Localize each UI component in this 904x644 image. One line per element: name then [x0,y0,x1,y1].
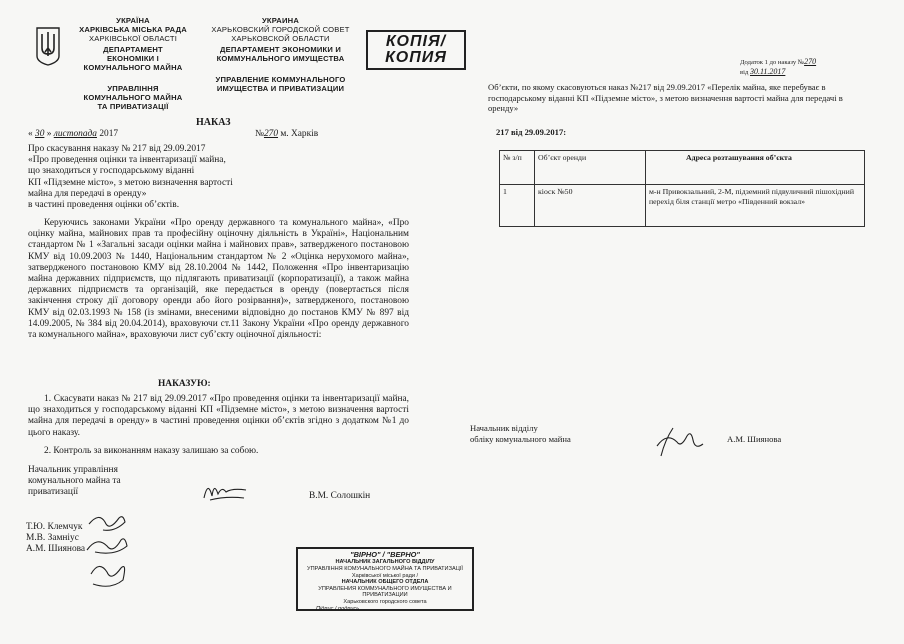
copy-stamp-l2: КОПИЯ [385,49,447,66]
annex-cell-address: м-н Привокзальний, 2-М, підземний підвуличний пішохідний перехід біля станції метро «Південний вокзал» [646,185,865,227]
order-title: НАКАЗ [196,117,231,128]
annex-signer-name: А.М. Шиянова [727,434,782,444]
order-preamble: Керуючись законами України «Про оренду державного та комунального майна», «Про оцінку майна, майнових прав та професійну оціночну діяльність в Україні», Національним стандартом № 1 «Загальні засади оцінки майна і майнових прав», затвердженого постановою КМУ від 10.09.2003 № 1440, Національним стандартом № 2 «Оцінка нерухомого майна», затвердженого постановою КМУ від 28.10.2004 № 1442, Положення «Про інвентаризацію майна державних підприємств, що підлягають приватизації (корпоратизації), а також майна державних підприємств та організацій, яке передається в оренду (повертається після закінчення строку дії договору оренди або його розірвання)», затвердженого, постановою КМУ від 02.03.1993 № 158 (із змінами, внесеними відповідно до постанов КМУ № 897 від 14.09.2005, № 384 від 20.04.2014), враховуючи ст.11 Закону України «Про оренду державного та комунального майна», враховуючи лист суб’єкту оціночної діяльності: [28,218,409,341]
signer-position-l1: Начальник управління [28,465,118,475]
trident-emblem-icon [35,26,61,66]
annex-subtitle: 217 від 29.09.2017: [496,127,567,137]
header-ru-region: ХАРЬКОВСКОЙ ОБЛАСТИ [231,34,330,43]
header-ru-council: ХАРЬКОВСКИЙ ГОРОДСКОЙ СОВЕТ [211,25,350,34]
certified-stamp [296,547,474,611]
order-signer-position [28,465,121,499]
annex-cell-number: 1 [500,185,535,227]
header-ua-mgmt-l1: УПРАВЛІННЯ [107,84,159,93]
annex-label-text: Додаток 1 до наказу № [740,59,805,66]
annex-date-prefix: від [740,68,749,76]
annex-signer-position-l1: Начальник відділу [470,423,538,433]
subject-line: Про скасування наказу № 217 від 29.09.2017 [28,144,206,154]
order-date-day: 30 [35,129,45,139]
order-date-month: листопада [53,129,97,139]
table-row [500,185,865,227]
certified-stamp-l1: НАЧАЛЬНИК ЗАГАЛЬНОГО ВІДДІЛУ [335,559,435,566]
certified-stamp-sign-label: Підпис / подпись [316,605,360,612]
copy-stamp-l1: КОПІЯ/ [385,33,447,50]
order-city: м. Харків [280,129,319,139]
certified-stamp-l5: УПРАВЛЕНИЯ КОММУНАЛЬНОГО ИМУЩЕСТВА И ПРИВАТИЗАЦИИ [318,585,452,599]
annex-cell-object: кіоск №50 [535,185,646,227]
header-ru [198,16,363,93]
director-signature [200,476,250,506]
annex-intro: Об’єкти, по якому скасовуються наказ №217 від 29.09.2017 «Перелік майна, яке перебуває в господарському віданні КП «Підземне місто», з метою визначення вартості майна для передачі в оренду» [488,82,843,114]
approver-signatures [85,510,130,595]
subject-line: що знаходиться у господарському віданні [28,166,195,177]
subject-line: в частині проведення оцінки об’єктів. [28,200,180,211]
certified-stamp-l3: Харківської міської ради / [351,572,419,579]
header-ua-dept-l1: ДЕПАРТАМЕНТ [103,45,163,54]
subject-line: «Про проведення оцінки та інвентаризації майна, [28,155,226,166]
annex-label [740,58,816,77]
order-item-2: 2. Контроль за виконанням наказу залишаю за собою. [44,446,259,456]
annex-label-number: 270 [804,57,817,66]
order-number-value: 270 [263,129,279,139]
approver-name: Т.Ю. Клемчук [26,522,83,532]
order-directive-title: НАКАЗУЮ: [158,379,211,389]
annex-signature [651,422,707,462]
annex-table-header [500,151,865,185]
certified-stamp-title: "ВІРНО" / "ВЕРНО" [350,550,420,559]
signer-position-l3: приватизації [28,487,79,498]
header-ua-region: ХАРКІВСЬКОЇ ОБЛАСТІ [88,34,178,43]
header-ua-council: ХАРКІВСЬКА МІСЬКА РАДА [79,25,187,34]
certified-stamp-l4: НАЧАЛЬНИК ОБЩЕГО ОТДЕЛА [341,579,429,586]
signer-position-l2: комунального майна та [28,476,121,487]
approver-name: М.В. Замнiус [26,533,79,544]
header-ru-dept-l1: ДЕПАРТАМЕНТ ЭКОНОМИКИ И [219,45,342,54]
subject-line: майна для передачі в оренду» [28,188,147,199]
header-ua-mgmt-l3: ТА ПРИВАТИЗАЦІЇ [97,102,169,111]
header-ru-country: УКРАИНА [261,16,300,25]
order-number-prefix: № [255,129,264,139]
annex-signer-position-l2: обліку комунального майна [470,433,571,444]
order-signer-name: В.М. Солошкін [309,491,371,501]
annex-col-number: № з/п [500,151,535,185]
header-ua-country: УКРАЇНА [116,16,150,25]
annex-signer-position [470,423,571,444]
header-ua [68,16,198,111]
order-date-close: » [46,129,52,139]
order-item-1: 1. Скасувати наказ № 217 від 29.09.2017 «Про проведення оцінки та інвентаризації майна, що знаходиться у господарському віданні КП «Підземне місто», з метою визначення вартості майна для передачі в оренду» в частині проведення оцінки об’єктів згідно з додатком №1 до цього наказу. [28,394,409,438]
header-ru-mgmt-l1: УПРАВЛЕНИЕ КОММУНАЛЬНОГО [215,75,346,84]
certified-stamp-l2: УПРАВЛІННЯ КОМУНАЛЬНОГО МАЙНА ТА ПРИВАТИЗАЦІЇ [307,566,463,572]
order-approvers [26,522,85,556]
annex-col-object: Об’єкт оренди [535,151,646,185]
order-number [255,129,318,140]
annex-date-value: 30.11.2017 [749,66,786,76]
annex-table [499,150,865,227]
copy-stamp [366,30,466,70]
header-ru-mgmt-l2: ИМУЩЕСТВА И ПРИВАТИЗАЦИИ [216,84,345,93]
header-ua-dept-l2: ЕКОНОМІКИ І [107,54,159,63]
order-subject [28,144,288,211]
approver-name: А.М. Шиянова [26,544,86,555]
header-ua-dept-l3: КОМУНАЛЬНОГО МАЙНА [83,63,183,72]
subject-line: КП «Підземне місто», з метою визначення вартості [28,177,233,188]
annex-col-address: Адреса розташування об’єкта [646,151,865,185]
order-date-year: 2017 [99,129,119,139]
order-date [28,129,118,140]
header-ua-mgmt-l2: КОМУНАЛЬНОГО МАЙНА [83,93,183,102]
header-ru-dept-l2: КОММУНАЛЬНОГО ИМУЩЕСТВА [216,54,345,63]
certified-stamp-l6: Харьковского городского совета [343,598,427,605]
order-date-open: « [28,129,33,139]
